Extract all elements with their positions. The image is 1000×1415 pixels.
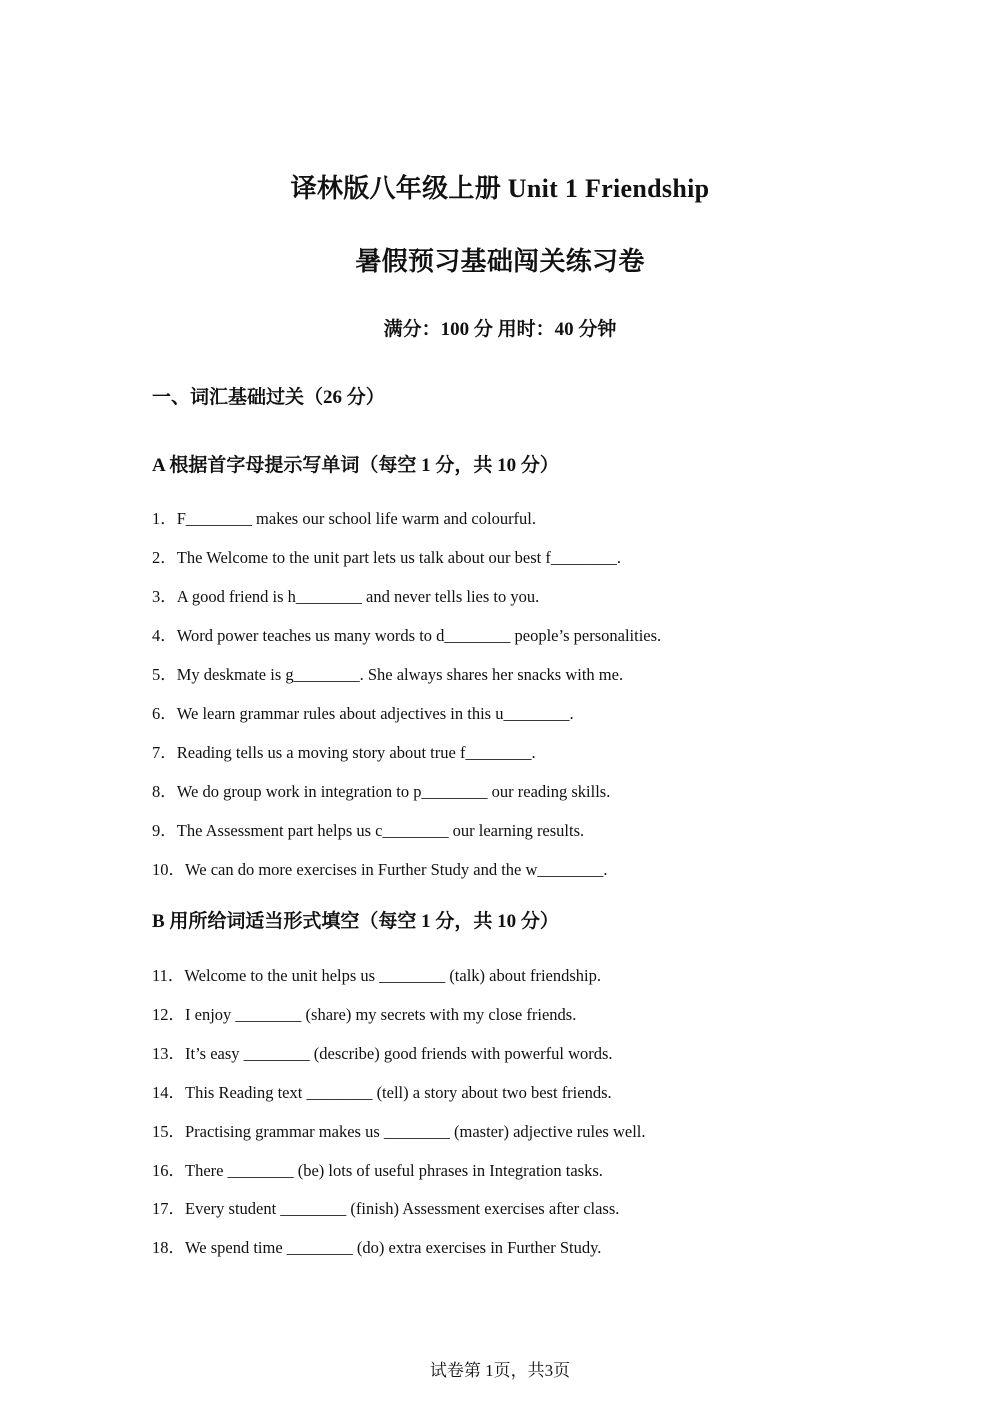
question-3: 3．A good friend is h________ and never tells lies to you. [152, 587, 540, 606]
part-a-heading: A 根据首字母提示写单词（每空 1 分，共 10 分） [152, 455, 559, 476]
question-9: 9．The Assessment part helps us c________ our learning results. [152, 821, 585, 840]
question-13: 13．It’s easy ________ (describe) good friends with powerful words. [152, 1044, 613, 1063]
question-7: 7．Reading tells us a moving story about true f________. [152, 743, 536, 762]
exam-title: 译林版八年级上册 Unit 1 Friendship [290, 174, 710, 203]
page-footer: 试卷第 1页，共3页 [429, 1361, 571, 1380]
question-4: 4．Word power teaches us many words to d________ people’s personalities. [152, 626, 662, 645]
part-b-heading: B 用所给词适当形式填空（每空 1 分，共 10 分） [152, 911, 559, 932]
question-2: 2．The Welcome to the unit part lets us talk about our best f________. [152, 548, 621, 567]
question-1: 1．F________ makes our school life warm and colourful. [152, 509, 537, 528]
question-14: 14．This Reading text ________ (tell) a story about two best friends. [152, 1083, 612, 1102]
question-12: 12．I enjoy ________ (share) my secrets with my close friends. [152, 1005, 577, 1024]
question-8: 8．We do group work in integration to p________ our reading skills. [152, 782, 611, 801]
section-heading-vocabulary: 一、词汇基础过关（26 分） [152, 387, 385, 408]
exam-meta: 满分：100 分 用时：40 分钟 [383, 319, 617, 340]
exam-subtitle: 暑假预习基础闯关练习卷 [355, 247, 645, 276]
question-17: 17．Every student ________ (finish) Assessment exercises after class. [152, 1199, 620, 1218]
question-5: 5．My deskmate is g________. She always shares her snacks with me. [152, 665, 624, 684]
question-11: 11．Welcome to the unit helps us ________ (talk) about friendship. [152, 966, 601, 985]
question-10: 10．We can do more exercises in Further Study and the w________. [152, 860, 608, 879]
question-15: 15．Practising grammar makes us ________ (master) adjective rules well. [152, 1122, 646, 1141]
question-16: 16．There ________ (be) lots of useful phrases in Integration tasks. [152, 1161, 603, 1180]
question-18: 18．We spend time ________ (do) extra exercises in Further Study. [152, 1238, 602, 1257]
question-6: 6．We learn grammar rules about adjectives in this u________. [152, 704, 574, 723]
